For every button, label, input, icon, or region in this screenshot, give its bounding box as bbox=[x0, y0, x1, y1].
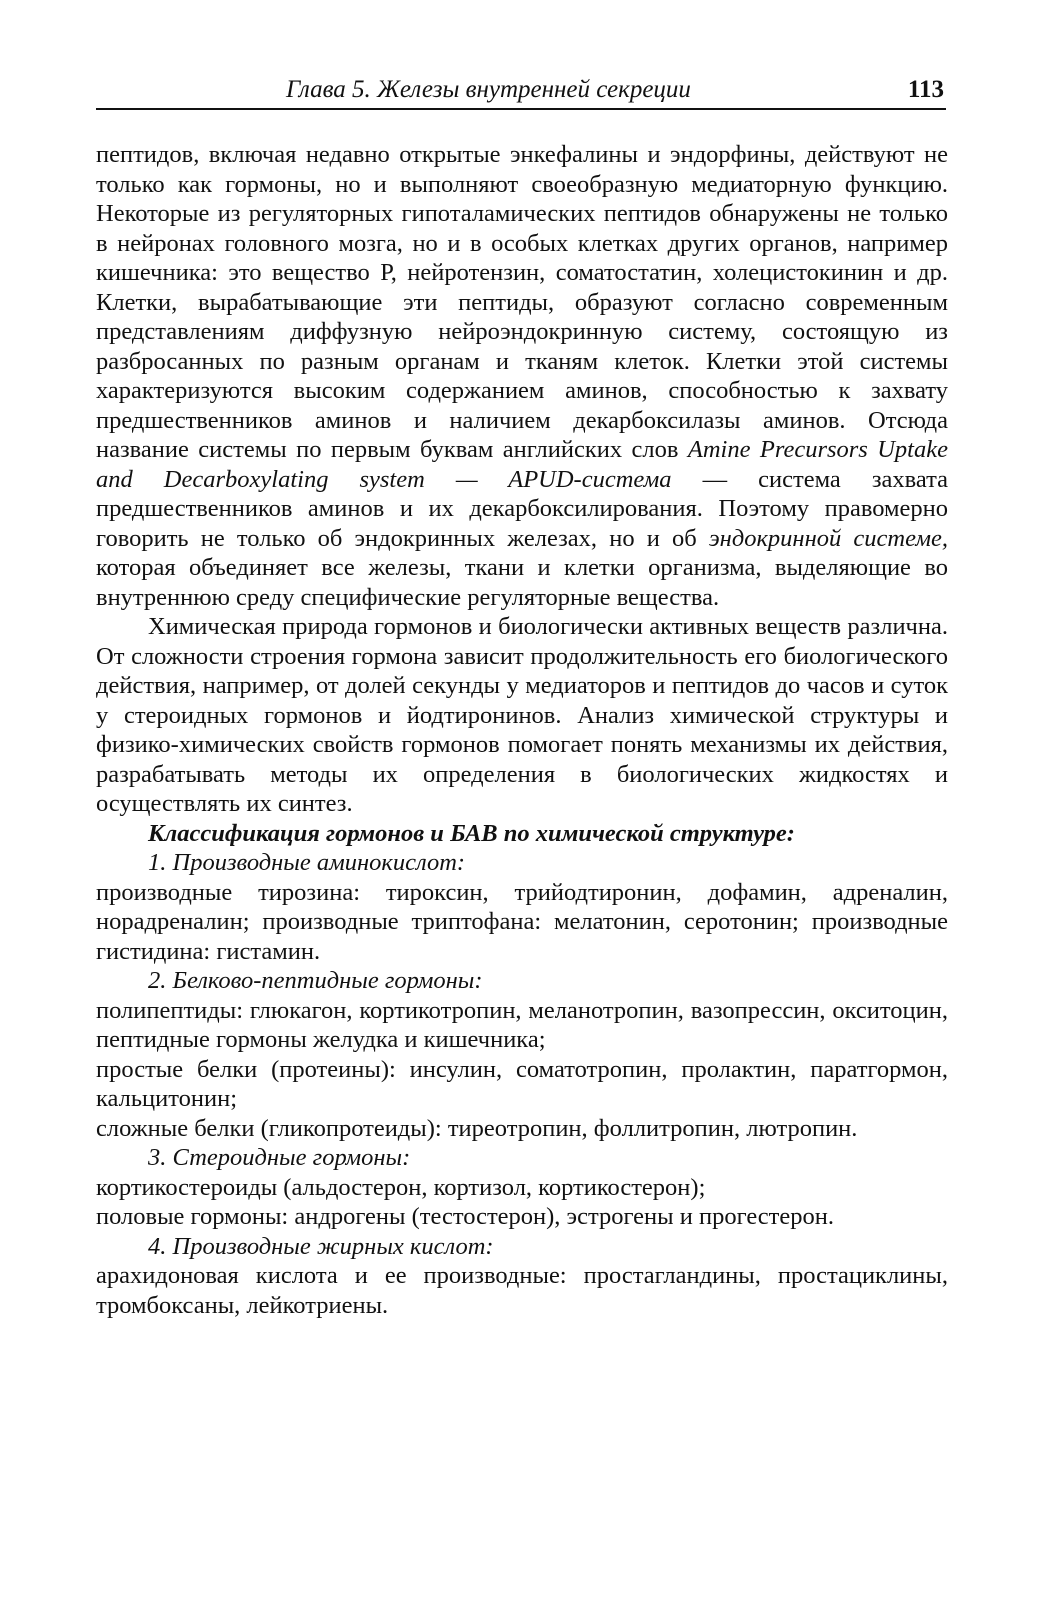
paragraph-apud-text-3: которая объединяет все железы, ткани и клетки организма, выделяющие во внутреннюю среду специфические регуляторные вещества. bbox=[96, 554, 948, 611]
paragraph-apud-text-2: — система захвата предшественников аминов и их декарбоксилирования. Поэтому правомерно говорить не только об эндокринных железах, но и об bbox=[96, 465, 948, 552]
section-4-title: 4. Производные жирных кислот: bbox=[148, 1232, 494, 1260]
page-header bbox=[96, 72, 946, 110]
section-3-corticosteroids: кортикостероиды (альдостерон, кортизол, кортикостерон); bbox=[96, 1173, 706, 1201]
classification-heading: Классификация гормонов и БАВ по химической структуре: bbox=[148, 819, 795, 847]
paragraph-chemical-nature: Химическая природа гормонов и биологически активных веществ различна. От сложности строения гормона зависит продолжительность его биологического действия, например, от долей секунды у медиаторов и пептидов до часов и суток у стероидных гормонов и йодтиронинов. Анализ химической структуры и физико-химических свойств гормонов помогает понять механизмы их действия, разрабатывать методы их определения в биологических жидкостях и осуществлять их синтез. bbox=[96, 613, 948, 817]
section-1-text: производные тирозина: тироксин, трийодтиронин, дофамин, адреналин, норадреналин; производные триптофана: мелатонин, серотонин; производные гистидина: гистамин. bbox=[96, 878, 948, 965]
paragraph-apud-text-1: пептидов, включая недавно открытые энкефалины и эндорфины, действуют не только как гормоны, но и выполняют своеобразную медиаторную функцию. Некоторые из регуляторных гипоталамических пептидов обнаружены не только в нейронах головного мозга, но и в особых клетках других органов, например кишечника: это вещество Р, нейротензин, соматостатин, холецистокинин и др. Клетки, вырабатывающие эти пептиды, образуют согласно современным представлениям диффузную нейроэндокринную систему, состоящую из разбросанных по разным органам и тканям клеток. Клетки этой системы характеризуются высоким содержанием аминов, способностью к захвату предшественников аминов и наличием декарбоксилазы аминов. Отсюда название системы по первым буквам английских слов bbox=[96, 141, 948, 463]
section-3-sex-hormones: половые гормоны: андрогены (тестостерон), эстрогены и прогестерон. bbox=[96, 1203, 835, 1230]
section-4-text: арахидоновая кислота и ее производные: простагландины, простациклины, тромбоксаны, лейкотриены. bbox=[96, 1262, 948, 1319]
section-2-complex-proteins: сложные белки (гликопротеиды): тиреотропин, фоллитропин, лютропин. bbox=[96, 1114, 858, 1142]
paragraph-apud bbox=[96, 140, 948, 612]
section-2-title: 2. Белково-пептидные гормоны: bbox=[148, 967, 483, 994]
page-number: 113 bbox=[907, 76, 944, 103]
section-3-title: 3. Стероидные гормоны: bbox=[148, 1144, 411, 1171]
apud-term: Amine Precursors Uptake and Decarboxylating system — APUD-система bbox=[96, 436, 948, 493]
section-2-polypeptides: полипептиды: глюкагон, кортикотропин, меланотропин, вазопрессин, окситоцин, пептидные гормоны желудка и кишечника; bbox=[96, 996, 948, 1053]
body-text bbox=[96, 140, 948, 1320]
section-1-title: 1. Производные аминокислот: bbox=[148, 849, 466, 876]
running-title: Глава 5. Железы внутренней секреции bbox=[286, 76, 691, 103]
section-2-simple-proteins: простые белки (протеины): инсулин, соматотропин, пролактин, паратгормон, кальцитонин; bbox=[96, 1055, 948, 1112]
endocrine-system-term: эндокринной системе, bbox=[708, 524, 948, 552]
